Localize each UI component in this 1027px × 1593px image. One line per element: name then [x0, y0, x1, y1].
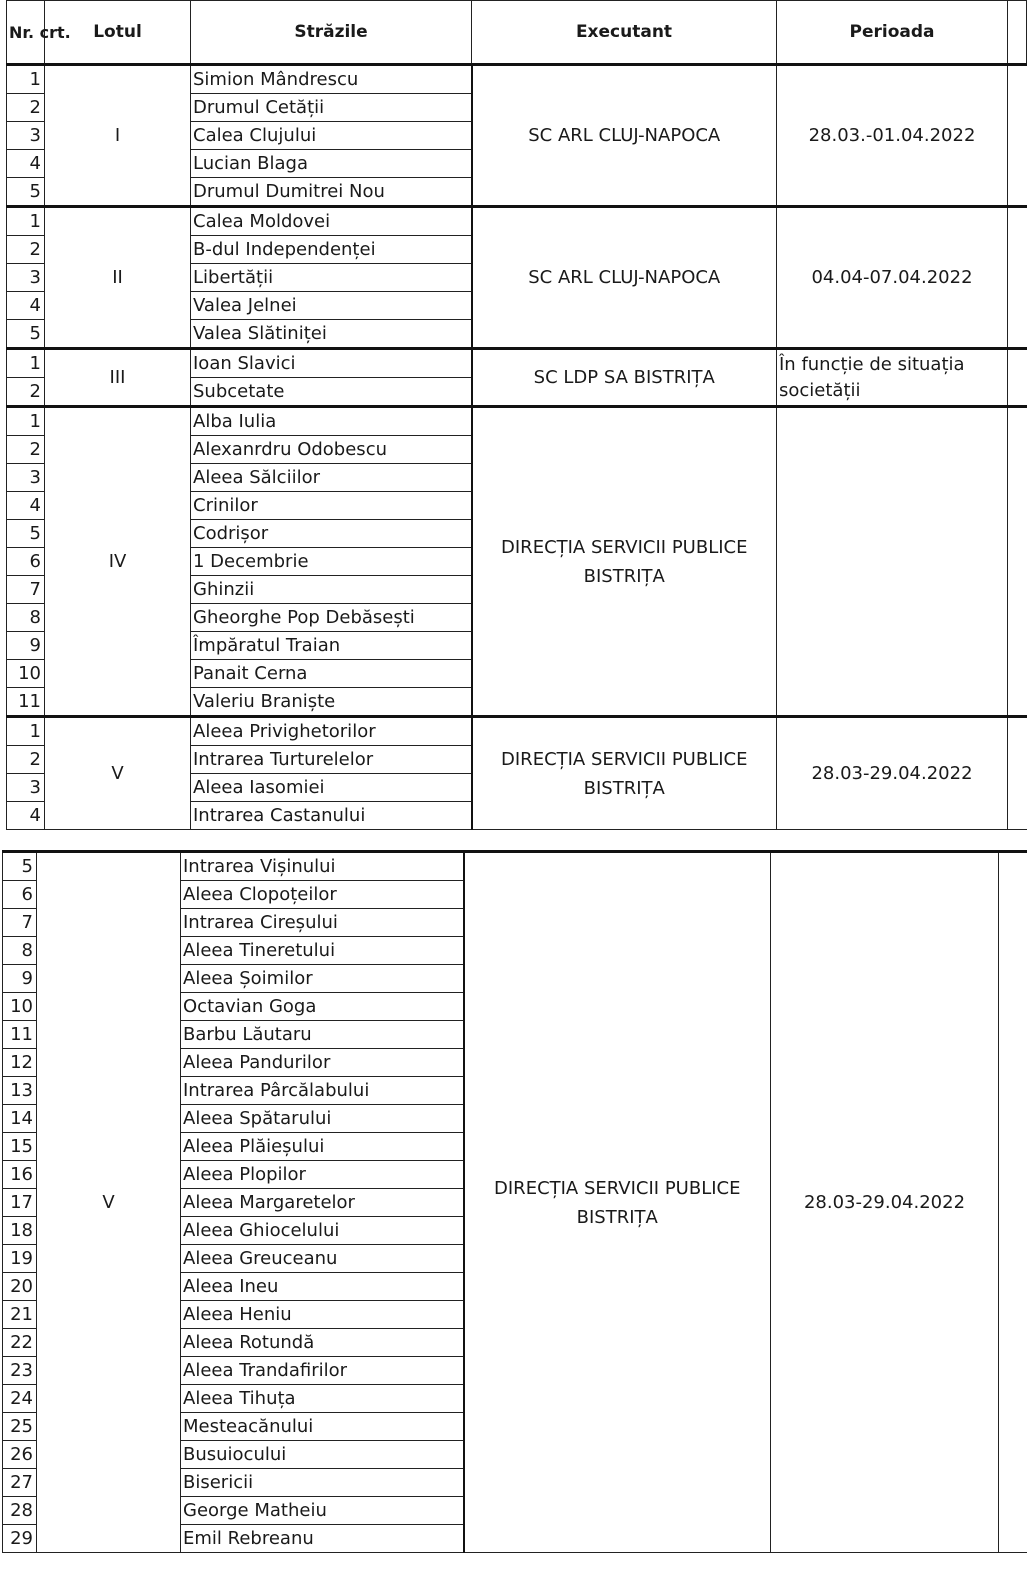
row-number: 8 [7, 604, 45, 632]
street-name: Aleea Rotundă [181, 1329, 464, 1357]
edge-cell [1008, 65, 1027, 207]
table-row [7, 207, 1027, 236]
street-name: Aleea Heniu [181, 1301, 464, 1329]
executant-cell: DIRECȚIA SERVICII PUBLICE BISTRIȚA [472, 717, 777, 830]
row-number: 4 [7, 150, 45, 178]
row-number: 4 [7, 292, 45, 320]
street-name: Lucian Blaga [191, 150, 472, 178]
street-name: Valeriu Braniște [191, 688, 472, 717]
edge-cell [1008, 717, 1027, 830]
perioada-cell: 04.04-07.04.2022 [777, 207, 1008, 349]
street-name: Intrarea Pârcălabului [181, 1077, 464, 1105]
lot-cell: I [45, 65, 191, 207]
street-name: Libertății [191, 264, 472, 292]
row-number: 13 [3, 1077, 37, 1105]
street-name: Crinilor [191, 492, 472, 520]
street-name: Intrarea Cireșului [181, 909, 464, 937]
street-name: Ghinzii [191, 576, 472, 604]
street-name: Intrarea Turturelelor [191, 746, 472, 774]
street-name: Intrarea Castanului [191, 802, 472, 830]
row-number: 15 [3, 1133, 37, 1161]
row-number: 12 [3, 1049, 37, 1077]
street-name: Calea Clujului [191, 122, 472, 150]
row-number: 7 [7, 576, 45, 604]
header-perioada: Perioada [777, 1, 1008, 65]
row-number: 20 [3, 1273, 37, 1301]
street-name: Aleea Plopilor [181, 1161, 464, 1189]
header-lotul: Lotul [45, 1, 191, 65]
row-number: 5 [7, 320, 45, 349]
row-number: 5 [7, 520, 45, 548]
street-name: Aleea Greuceanu [181, 1245, 464, 1273]
street-name: Aleea Șoimilor [181, 965, 464, 993]
row-number: 11 [7, 688, 45, 717]
row-number: 23 [3, 1357, 37, 1385]
table-body [7, 65, 1027, 830]
street-name: Ioan Slavici [191, 349, 472, 378]
street-name: Aleea Tihuța [181, 1385, 464, 1413]
lot-cell: V [45, 717, 191, 830]
executant-cell: DIRECȚIA SERVICII PUBLICE BISTRIȚA [472, 407, 777, 717]
lot-cell: IV [45, 407, 191, 717]
row-number: 3 [7, 464, 45, 492]
row-number: 5 [7, 178, 45, 207]
table-row [7, 349, 1027, 378]
row-number: 22 [3, 1329, 37, 1357]
header-strazile: Străzile [191, 1, 472, 65]
street-name: George Matheiu [181, 1497, 464, 1525]
street-name: Aleea Sălciilor [191, 464, 472, 492]
street-name: Busuiocului [181, 1441, 464, 1469]
perioada-cell: 28.03-29.04.2022 [771, 852, 999, 1553]
row-number: 3 [7, 264, 45, 292]
table-body-continuation [3, 852, 1027, 1553]
street-name: Aleea Clopoțeilor [181, 881, 464, 909]
edge-cell [1008, 407, 1027, 717]
street-name: Valea Slătiniței [191, 320, 472, 349]
street-name: Aleea Spătarului [181, 1105, 464, 1133]
edge-cell [1008, 349, 1027, 407]
row-number: 6 [7, 548, 45, 576]
row-number: 11 [3, 1021, 37, 1049]
header-row [7, 1, 1027, 65]
row-number: 1 [7, 717, 45, 746]
row-number: 24 [3, 1385, 37, 1413]
street-name: Valea Jelnei [191, 292, 472, 320]
table-row [3, 852, 1027, 881]
row-number: 2 [7, 746, 45, 774]
streets-table-continuation [2, 850, 1027, 1553]
street-name: Calea Moldovei [191, 207, 472, 236]
executant-cell: SC ARL CLUJ-NAPOCA [472, 207, 777, 349]
street-name: Aleea Privighetorilor [191, 717, 472, 746]
street-name: Drumul Cetății [191, 94, 472, 122]
street-name: Codrișor [191, 520, 472, 548]
streets-table [6, 0, 1027, 830]
street-name: 1 Decembrie [191, 548, 472, 576]
row-number: 2 [7, 94, 45, 122]
row-number: 14 [3, 1105, 37, 1133]
street-name: Panait Cerna [191, 660, 472, 688]
edge-cell [1008, 207, 1027, 349]
street-name: Alexanrdru Odobescu [191, 436, 472, 464]
street-name: Aleea Tineretului [181, 937, 464, 965]
table-row [7, 407, 1027, 436]
perioada-cell: 28.03.-01.04.2022 [777, 65, 1008, 207]
executant-cell: SC ARL CLUJ-NAPOCA [472, 65, 777, 207]
lot-cell: III [45, 349, 191, 407]
row-number: 28 [3, 1497, 37, 1525]
row-number: 2 [7, 436, 45, 464]
row-number: 1 [7, 349, 45, 378]
street-name: Subcetate [191, 378, 472, 407]
street-name: Drumul Dumitrei Nou [191, 178, 472, 207]
row-number: 6 [3, 881, 37, 909]
row-number: 10 [7, 660, 45, 688]
street-name: Aleea Plăieșului [181, 1133, 464, 1161]
row-number: 25 [3, 1413, 37, 1441]
edge-cell [999, 852, 1027, 1553]
row-number: 21 [3, 1301, 37, 1329]
street-name: B-dul Independenței [191, 236, 472, 264]
row-number: 29 [3, 1525, 37, 1553]
street-name: Împăratul Traian [191, 632, 472, 660]
street-name: Emil Rebreanu [181, 1525, 464, 1553]
row-number: 4 [7, 802, 45, 830]
street-name: Mesteacănului [181, 1413, 464, 1441]
row-number: 10 [3, 993, 37, 1021]
street-name: Gheorghe Pop Debăsești [191, 604, 472, 632]
row-number: 1 [7, 207, 45, 236]
header-edge [1008, 1, 1027, 65]
row-number: 18 [3, 1217, 37, 1245]
lot-cell: II [45, 207, 191, 349]
lot-cell: V [37, 852, 181, 1553]
header-executant: Executant [472, 1, 777, 65]
row-number: 2 [7, 236, 45, 264]
street-name: Aleea Ineu [181, 1273, 464, 1301]
row-number: 26 [3, 1441, 37, 1469]
street-name: Barbu Lăutaru [181, 1021, 464, 1049]
executant-cell: DIRECȚIA SERVICII PUBLICE BISTRIȚA [464, 852, 771, 1553]
table-row [7, 65, 1027, 94]
row-number: 16 [3, 1161, 37, 1189]
perioada-cell [777, 407, 1008, 717]
row-number: 1 [7, 65, 45, 94]
row-number: 19 [3, 1245, 37, 1273]
row-number: 5 [3, 852, 37, 881]
street-name: Intrarea Vișinului [181, 852, 464, 881]
street-name: Aleea Pandurilor [181, 1049, 464, 1077]
table-row [7, 717, 1027, 746]
street-name: Octavian Goga [181, 993, 464, 1021]
perioada-cell: În funcție de situația societății [777, 349, 1008, 407]
row-number: 27 [3, 1469, 37, 1497]
row-number: 9 [7, 632, 45, 660]
street-name: Aleea Ghiocelului [181, 1217, 464, 1245]
street-name: Aleea Margaretelor [181, 1189, 464, 1217]
row-number: 7 [3, 909, 37, 937]
street-name: Alba Iulia [191, 407, 472, 436]
row-number: 2 [7, 378, 45, 407]
row-number: 3 [7, 774, 45, 802]
street-name: Simion Mândrescu [191, 65, 472, 94]
row-number: 8 [3, 937, 37, 965]
executant-cell: SC LDP SA BISTRIȚA [472, 349, 777, 407]
header-nr: Nr. crt. [7, 1, 45, 65]
row-number: 17 [3, 1189, 37, 1217]
street-name: Aleea Trandafirilor [181, 1357, 464, 1385]
street-name: Aleea Iasomiei [191, 774, 472, 802]
row-number: 4 [7, 492, 45, 520]
row-number: 1 [7, 407, 45, 436]
row-number: 3 [7, 122, 45, 150]
perioada-cell: 28.03-29.04.2022 [777, 717, 1008, 830]
row-number: 9 [3, 965, 37, 993]
street-name: Bisericii [181, 1469, 464, 1497]
